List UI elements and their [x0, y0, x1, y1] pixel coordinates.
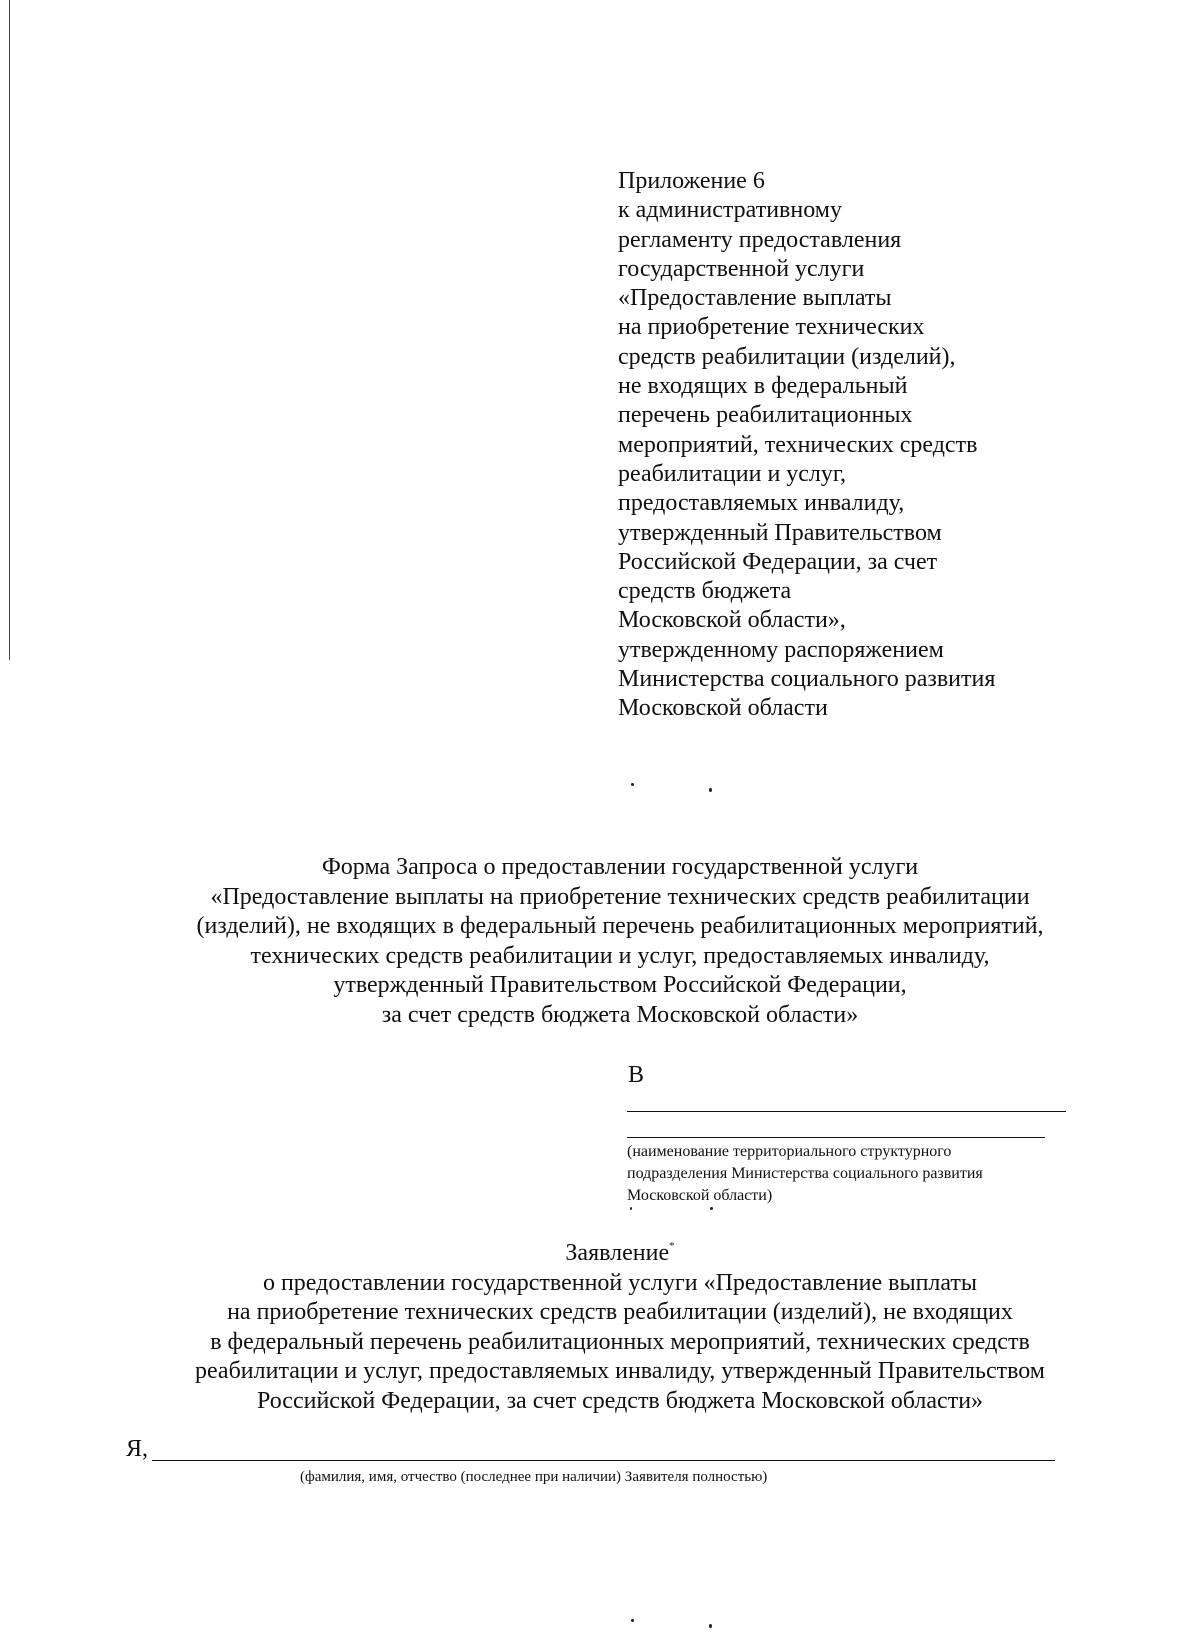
- statement-line: на приобретение технических средств реабилитации (изделий), не входящих: [227, 1299, 1013, 1325]
- appendix-line: к административному: [618, 197, 842, 224]
- appendix-line: утвержденный Правительством: [618, 519, 942, 546]
- scan-speck: [631, 1619, 634, 1622]
- appendix-line: перечень реабилитационных: [618, 402, 913, 429]
- statement-line: Российской Федерации, за счет средств бюджета Московской области»: [256, 1387, 984, 1414]
- form-title-line: за счет средств бюджета Московской области»: [381, 1001, 859, 1028]
- appendix-line: утвержденному распоряжением: [618, 636, 944, 663]
- appendix-line: «Предоставление выплаты: [618, 285, 892, 312]
- form-title-line: утвержденный Правительством Российской Федерации,: [333, 972, 907, 998]
- form-title-line: «Предоставление выплаты на приобретение технических средств реабилитации: [210, 883, 1030, 910]
- scan-edge-line: [9, 0, 10, 660]
- statement-title-line: [100, 1234, 1140, 1269]
- appendix-line: реабилитации и услуг,: [618, 460, 847, 487]
- statement-line: реабилитации и услуг, предоставляемых инвалиду, утвержденный Правительством: [194, 1358, 1045, 1384]
- appendix-line: государственной услуги: [618, 255, 865, 282]
- appendix-line: Российской Федерации, за счет: [618, 548, 938, 575]
- applicant-prefix: Я,: [126, 1436, 149, 1462]
- appendix-line: Московской области: [618, 695, 828, 722]
- statement-heading: [100, 1234, 1140, 1416]
- scan-speck: [709, 788, 712, 792]
- scan-speck: [631, 783, 634, 786]
- appendix-line: не входящих в федеральный: [618, 373, 908, 400]
- statement-line: о предоставлении государственной услуги «Предоставление выплаты: [262, 1269, 978, 1296]
- recipient-line-2: [627, 1137, 1045, 1138]
- recipient-caption-line: Московской области): [627, 1187, 773, 1204]
- recipient-caption: [627, 1141, 983, 1207]
- appendix-line: Министерства социального развития: [618, 666, 996, 693]
- statement-line: в федеральный перечень реабилитационных мероприятий, технических средств: [210, 1328, 1030, 1355]
- recipient-caption-line: (наименование территориального структурного: [627, 1143, 952, 1160]
- appendix-line: на приобретение технических: [618, 314, 925, 341]
- scan-speck: [710, 1207, 713, 1210]
- applicant-caption: (фамилия, имя, отчество (последнее при наличии) Заявителя полностью): [300, 1469, 768, 1485]
- appendix-line: средств бюджета: [618, 578, 792, 605]
- applicant-name-line: [152, 1460, 1055, 1461]
- statement-title: Заявление: [565, 1240, 670, 1266]
- form-title: [100, 853, 1140, 1030]
- appendix-line: регламенту предоставления: [618, 226, 902, 253]
- appendix-line: предоставляемых инвалиду,: [618, 490, 905, 517]
- scan-speck: [630, 1207, 632, 1210]
- footnote-mark: *: [669, 1240, 675, 1252]
- recipient-line-1: [627, 1111, 1066, 1112]
- appendix-line: Приложение 6: [618, 168, 765, 194]
- scan-speck: [709, 1624, 712, 1628]
- form-title-line: (изделий), не входящих в федеральный перечень реабилитационных мероприятий,: [196, 913, 1044, 939]
- appendix-line: мероприятий, технических средств: [618, 431, 978, 458]
- recipient-caption-line: подразделения Министерства социального развития: [627, 1165, 983, 1182]
- appendix-block: [618, 167, 995, 724]
- form-title-line: технических средств реабилитации и услуг, предоставляемых инвалиду,: [250, 942, 990, 969]
- appendix-line: средств реабилитации (изделий),: [618, 343, 956, 370]
- form-title-line: Форма Запроса о предоставлении государственной услуги: [321, 854, 919, 880]
- recipient-prefix: В: [628, 1062, 645, 1088]
- appendix-line: Московской области»,: [618, 607, 846, 634]
